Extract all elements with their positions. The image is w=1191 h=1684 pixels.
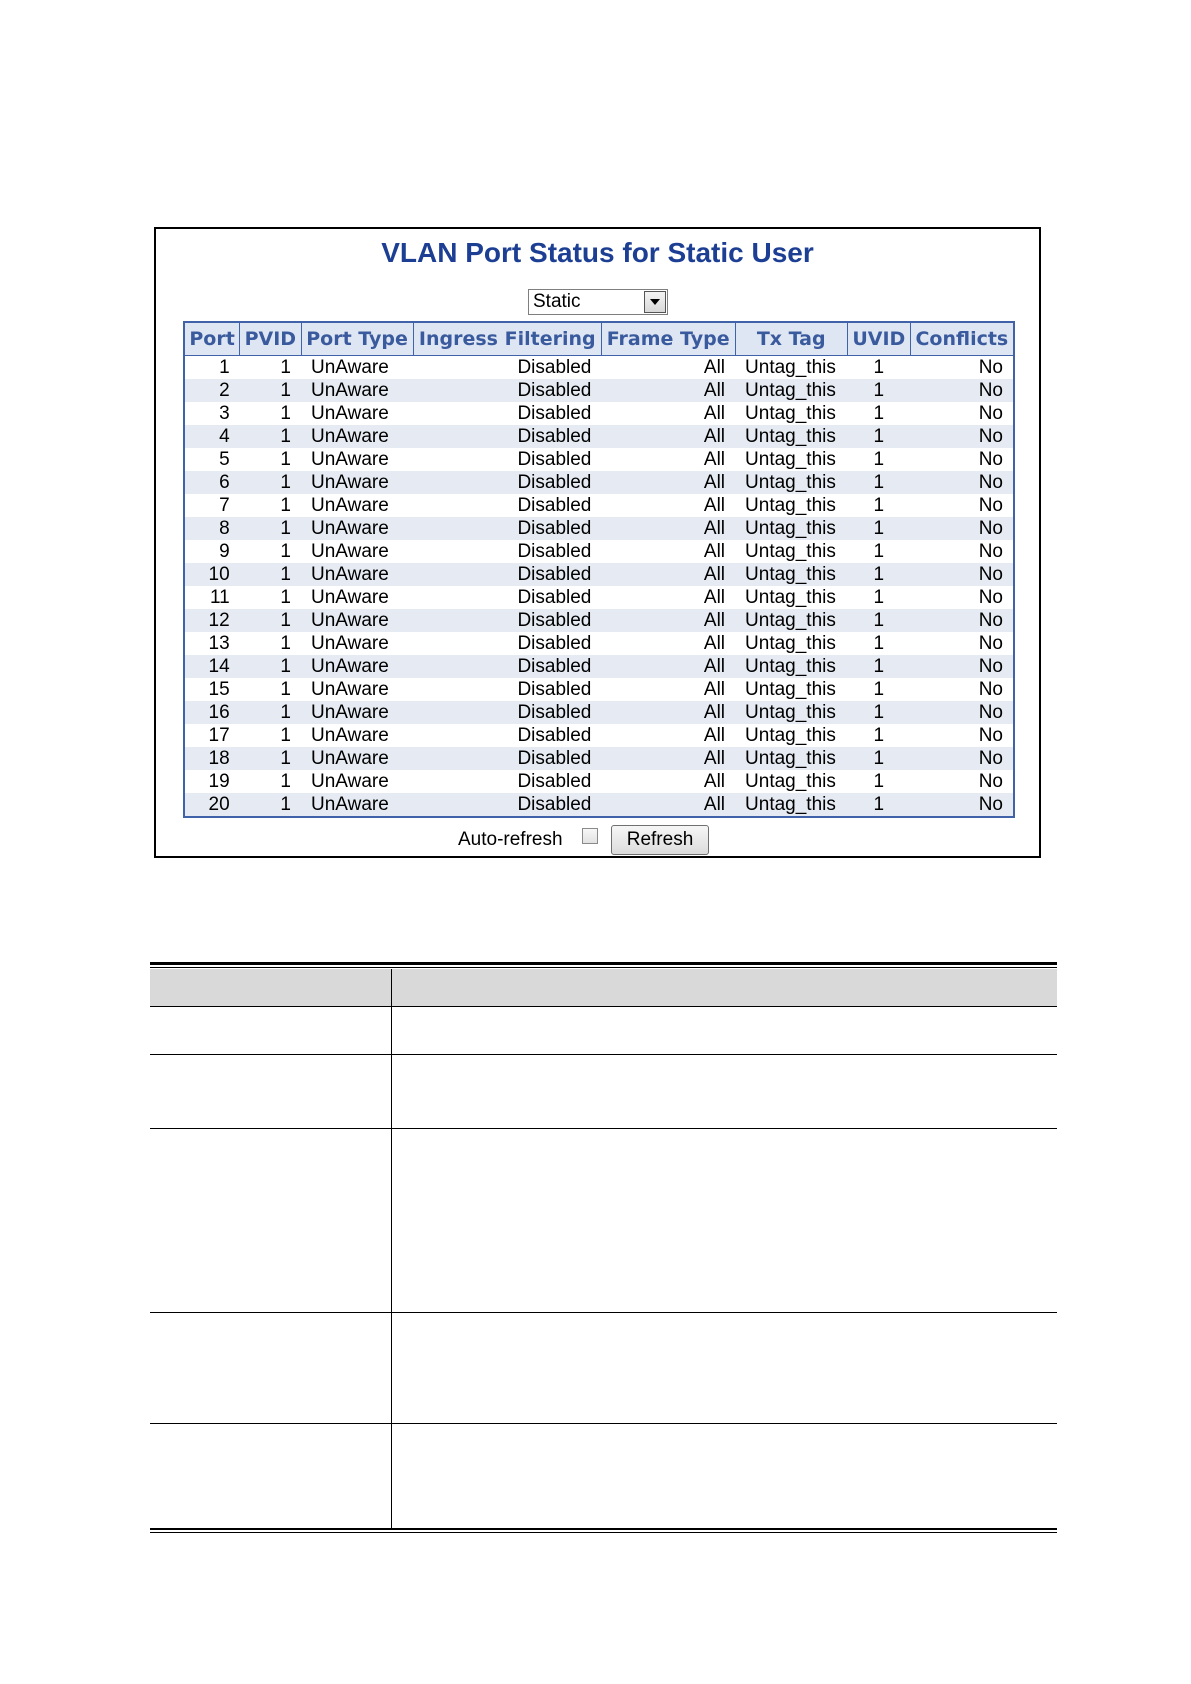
cell-port-type: UnAware	[311, 540, 389, 562]
table-row	[184, 609, 1014, 632]
cell-tx-tag: Untag_this	[735, 425, 847, 448]
cell-pvid: 1	[240, 747, 301, 770]
cell-tx-tag: Untag_this	[735, 747, 847, 770]
cell-port: 6	[184, 471, 240, 494]
cell-port: 5	[219, 448, 230, 470]
cell-ingress-filtering: Disabled	[517, 448, 592, 470]
cell-port: 10	[184, 563, 240, 586]
cell-uvid: 1	[873, 448, 885, 470]
cell-tx-tag: Untag_this	[745, 632, 836, 654]
cell-frame-type: All	[601, 517, 735, 540]
cell-uvid: 1	[847, 609, 910, 632]
table-bottom-rule-inner	[150, 1532, 1057, 1533]
cell-port-type: UnAware	[301, 379, 413, 402]
cell-ingress-filtering: Disabled	[517, 770, 592, 792]
table-top-rule-inner	[150, 967, 1057, 968]
cell-frame-type: All	[601, 609, 735, 632]
cell-pvid: 1	[280, 632, 291, 654]
cell-frame-type: All	[703, 402, 726, 424]
cell-frame-type: All	[703, 494, 726, 516]
cell-tx-tag: Untag_this	[735, 655, 847, 678]
table-row	[184, 425, 1014, 448]
row-divider	[150, 1128, 1057, 1129]
col-header-port: Port	[184, 322, 240, 356]
table-header-band	[150, 969, 1057, 1006]
cell-frame-type: All	[703, 770, 726, 792]
cell-tx-tag: Untag_this	[745, 402, 836, 424]
cell-ingress-filtering: Disabled	[413, 609, 601, 632]
cell-tx-tag: Untag_this	[735, 793, 847, 817]
cell-frame-type: All	[601, 655, 735, 678]
cell-frame-type: All	[703, 632, 726, 654]
cell-port-type: UnAware	[311, 632, 389, 654]
row-divider	[150, 1054, 1057, 1055]
table-row	[184, 563, 1014, 586]
cell-port: 15	[208, 678, 230, 700]
cell-tx-tag: Untag_this	[735, 471, 847, 494]
table-top-rule	[150, 962, 1057, 965]
col-header-port-type: Port Type	[301, 322, 413, 356]
cell-port: 17	[208, 724, 230, 746]
chevron-down-icon[interactable]	[644, 291, 666, 313]
cell-port-type: UnAware	[301, 471, 413, 494]
cell-frame-type: All	[703, 356, 726, 378]
table-row	[184, 678, 1014, 701]
cell-tx-tag: Untag_this	[745, 586, 836, 608]
cell-pvid: 1	[240, 425, 301, 448]
col-header-tx-tag: Tx Tag	[735, 322, 847, 356]
cell-tx-tag: Untag_this	[745, 724, 836, 746]
table-row	[184, 471, 1014, 494]
cell-tx-tag: Untag_this	[745, 494, 836, 516]
cell-ingress-filtering: Disabled	[413, 747, 601, 770]
cell-port-type: UnAware	[311, 494, 389, 516]
table-row	[184, 793, 1014, 817]
cell-port-type: UnAware	[301, 701, 413, 724]
refresh-controls	[156, 825, 1039, 855]
cell-frame-type: All	[601, 471, 735, 494]
cell-ingress-filtering: Disabled	[413, 425, 601, 448]
cell-ingress-filtering: Disabled	[413, 471, 601, 494]
cell-ingress-filtering: Disabled	[517, 678, 592, 700]
cell-port-type: UnAware	[301, 563, 413, 586]
cell-pvid: 1	[240, 379, 301, 402]
cell-tx-tag: Untag_this	[745, 540, 836, 562]
cell-uvid: 1	[847, 471, 910, 494]
cell-ingress-filtering: Disabled	[413, 517, 601, 540]
table-header-row	[184, 322, 1014, 356]
cell-conflicts: No	[910, 563, 1014, 586]
cell-port: 7	[219, 494, 230, 516]
cell-uvid: 1	[847, 701, 910, 724]
cell-frame-type: All	[601, 379, 735, 402]
cell-conflicts: No	[910, 425, 1014, 448]
row-divider	[150, 1423, 1057, 1424]
cell-port: 11	[209, 586, 230, 608]
cell-uvid: 1	[847, 793, 910, 817]
cell-pvid: 1	[280, 494, 291, 516]
cell-conflicts: No	[910, 379, 1014, 402]
cell-pvid: 1	[240, 563, 301, 586]
table-row	[184, 379, 1014, 402]
cell-pvid: 1	[280, 540, 291, 562]
col-header-pvid: PVID	[240, 322, 301, 356]
cell-ingress-filtering: Disabled	[517, 724, 592, 746]
cell-frame-type: All	[703, 724, 726, 746]
cell-port-type: UnAware	[311, 448, 389, 470]
cell-port-type: UnAware	[301, 517, 413, 540]
cell-uvid: 1	[873, 494, 885, 516]
cell-port-type: UnAware	[311, 678, 389, 700]
cell-port: 2	[184, 379, 240, 402]
cell-tx-tag: Untag_this	[735, 563, 847, 586]
table-row	[184, 724, 1014, 747]
cell-uvid: 1	[873, 356, 885, 378]
cell-conflicts: No	[978, 494, 1003, 516]
table-row	[184, 448, 1014, 471]
cell-conflicts: No	[910, 701, 1014, 724]
cell-pvid: 1	[280, 724, 291, 746]
cell-port-type: UnAware	[301, 655, 413, 678]
cell-conflicts: No	[910, 793, 1014, 817]
cell-uvid: 1	[873, 540, 885, 562]
cell-conflicts: No	[978, 540, 1003, 562]
cell-pvid: 1	[240, 655, 301, 678]
cell-port-type: UnAware	[301, 425, 413, 448]
cell-frame-type: All	[601, 563, 735, 586]
cell-port: 18	[184, 747, 240, 770]
cell-ingress-filtering: Disabled	[517, 586, 592, 608]
cell-port: 20	[184, 793, 240, 817]
col-header-ingress-filtering: Ingress Filtering	[413, 322, 601, 356]
cell-conflicts: No	[910, 517, 1014, 540]
cell-frame-type: All	[703, 448, 726, 470]
cell-port-type: UnAware	[311, 356, 389, 378]
cell-port: 1	[219, 356, 230, 378]
page-title: VLAN Port Status for Static User	[381, 237, 814, 268]
cell-pvid: 1	[280, 448, 291, 470]
table-row	[184, 356, 1014, 380]
cell-frame-type: All	[601, 747, 735, 770]
table-row	[184, 540, 1014, 563]
cell-uvid: 1	[873, 678, 885, 700]
cell-pvid: 1	[240, 471, 301, 494]
cell-conflicts: No	[910, 471, 1014, 494]
screenshot-frame	[154, 227, 1041, 858]
cell-ingress-filtering: Disabled	[517, 402, 592, 424]
cell-tx-tag: Untag_this	[745, 770, 836, 792]
auto-refresh-checkbox[interactable]	[582, 828, 598, 844]
cell-tx-tag: Untag_this	[735, 609, 847, 632]
cell-pvid: 1	[280, 678, 291, 700]
cell-port: 12	[184, 609, 240, 632]
cell-port-type: UnAware	[311, 586, 389, 608]
user-select[interactable]	[528, 289, 668, 315]
table-row	[184, 770, 1014, 793]
cell-conflicts: No	[978, 448, 1003, 470]
cell-uvid: 1	[847, 747, 910, 770]
cell-frame-type: All	[601, 793, 735, 817]
cell-ingress-filtering: Disabled	[517, 540, 592, 562]
cell-tx-tag: Untag_this	[735, 517, 847, 540]
cell-uvid: 1	[873, 586, 885, 608]
cell-pvid: 1	[240, 793, 301, 817]
table-row	[184, 632, 1014, 655]
cell-conflicts: No	[978, 632, 1003, 654]
cell-frame-type: All	[601, 425, 735, 448]
cell-uvid: 1	[873, 770, 885, 792]
cell-conflicts: No	[978, 402, 1003, 424]
table-bottom-rule	[150, 1528, 1057, 1530]
cell-port: 3	[219, 402, 230, 424]
cell-ingress-filtering: Disabled	[413, 793, 601, 817]
cell-conflicts: No	[978, 356, 1003, 378]
cell-port: 9	[219, 540, 230, 562]
col-header-uvid: UVID	[847, 322, 910, 356]
row-divider	[150, 1006, 1057, 1007]
cell-port: 4	[184, 425, 240, 448]
table-row	[184, 747, 1014, 770]
cell-tx-tag: Untag_this	[745, 448, 836, 470]
cell-uvid: 1	[847, 425, 910, 448]
col-header-frame-type: Frame Type	[601, 322, 735, 356]
table-row	[184, 655, 1014, 678]
cell-pvid: 1	[280, 402, 291, 424]
row-divider	[150, 1312, 1057, 1313]
cell-pvid: 1	[240, 517, 301, 540]
column-divider	[391, 969, 392, 1529]
cell-uvid: 1	[873, 632, 885, 654]
cell-port-type: UnAware	[301, 609, 413, 632]
table-row	[184, 701, 1014, 724]
cell-frame-type: All	[703, 678, 726, 700]
cell-ingress-filtering: Disabled	[413, 655, 601, 678]
cell-conflicts: No	[910, 655, 1014, 678]
cell-tx-tag: Untag_this	[745, 678, 836, 700]
col-header-conflicts: Conflicts	[910, 322, 1014, 356]
auto-refresh-label: Auto-refresh	[458, 829, 563, 850]
cell-ingress-filtering: Disabled	[517, 494, 592, 516]
cell-port-type: UnAware	[311, 402, 389, 424]
cell-conflicts: No	[910, 609, 1014, 632]
cell-port-type: UnAware	[301, 793, 413, 817]
cell-tx-tag: Untag_this	[745, 356, 836, 378]
cell-tx-tag: Untag_this	[735, 379, 847, 402]
cell-port-type: UnAware	[311, 724, 389, 746]
cell-conflicts: No	[978, 770, 1003, 792]
cell-uvid: 1	[847, 517, 910, 540]
cell-pvid: 1	[280, 770, 291, 792]
cell-tx-tag: Untag_this	[735, 701, 847, 724]
cell-ingress-filtering: Disabled	[517, 356, 592, 378]
cell-ingress-filtering: Disabled	[517, 632, 592, 654]
cell-uvid: 1	[847, 655, 910, 678]
cell-conflicts: No	[978, 724, 1003, 746]
cell-pvid: 1	[240, 609, 301, 632]
cell-port: 19	[208, 770, 230, 792]
table-row	[184, 494, 1014, 517]
cell-uvid: 1	[873, 724, 885, 746]
cell-conflicts: No	[978, 678, 1003, 700]
refresh-button[interactable]: Refresh	[611, 825, 709, 855]
cell-uvid: 1	[873, 402, 885, 424]
cell-conflicts: No	[910, 747, 1014, 770]
cell-pvid: 1	[240, 701, 301, 724]
cell-pvid: 1	[280, 586, 291, 608]
cell-frame-type: All	[601, 701, 735, 724]
cell-port-type: UnAware	[301, 747, 413, 770]
table-row	[184, 586, 1014, 609]
cell-conflicts: No	[978, 586, 1003, 608]
cell-ingress-filtering: Disabled	[413, 379, 601, 402]
cell-uvid: 1	[847, 563, 910, 586]
vlan-port-status-table	[183, 321, 1015, 818]
table-body	[184, 356, 1014, 818]
cell-port: 16	[184, 701, 240, 724]
cell-frame-type: All	[703, 586, 726, 608]
cell-port-type: UnAware	[311, 770, 389, 792]
cell-port: 8	[184, 517, 240, 540]
cell-ingress-filtering: Disabled	[413, 701, 601, 724]
cell-pvid: 1	[280, 356, 291, 378]
cell-port: 13	[208, 632, 230, 654]
cell-ingress-filtering: Disabled	[413, 563, 601, 586]
cell-uvid: 1	[847, 379, 910, 402]
description-table	[150, 962, 1057, 1532]
cell-port: 14	[184, 655, 240, 678]
cell-frame-type: All	[703, 540, 726, 562]
user-select-value: Static	[533, 291, 581, 312]
table-row	[184, 517, 1014, 540]
table-row	[184, 402, 1014, 425]
